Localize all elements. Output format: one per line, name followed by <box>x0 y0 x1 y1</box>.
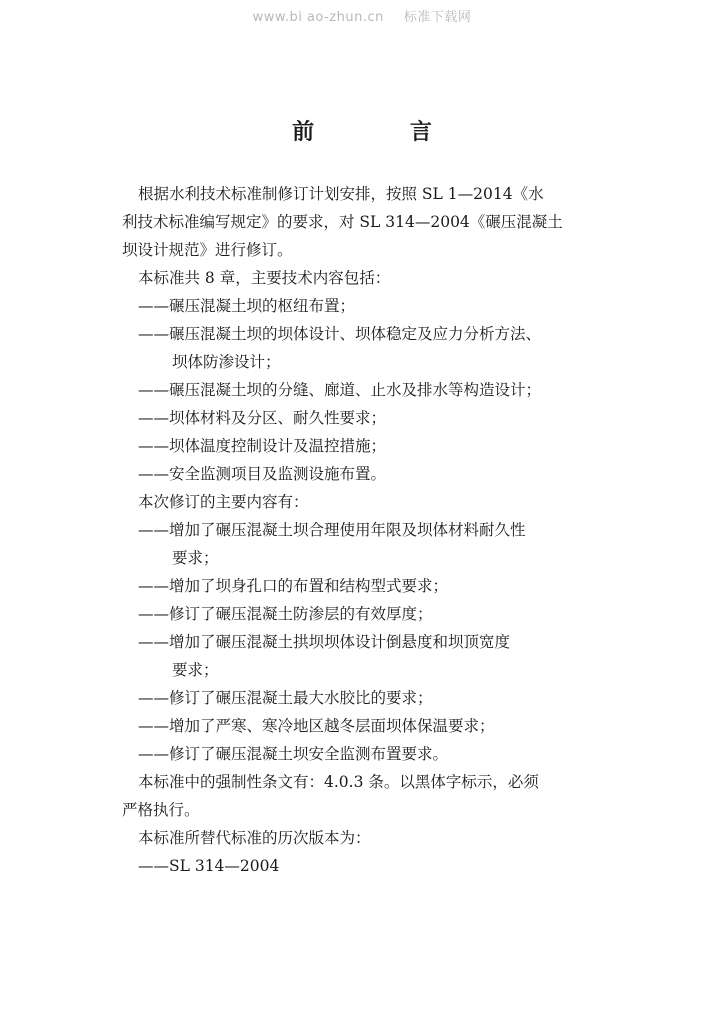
list-item: ——安全监测项目及监测设施布置。 <box>138 465 387 483</box>
paragraph-line: 根据水利技术标准制修订计划安排，按照 SL 1—2014《水 <box>138 185 544 203</box>
paragraph-line: 坝设计规范》进行修订。 <box>122 241 293 259</box>
list-item: ——增加了坝身孔口的布置和结构型式要求； <box>138 577 449 595</box>
watermark <box>0 6 724 25</box>
list-item: ——修订了碾压混凝土坝安全监测布置要求。 <box>138 745 449 763</box>
paragraph-line: 本标准所替代标准的历次版本为： <box>138 829 371 847</box>
list-item: ——碾压混凝土坝的坝体设计、坝体稳定及应力分析方法、 <box>138 325 542 343</box>
watermark-site: www.bi ao-zhun.cn <box>252 10 384 25</box>
list-item: ——坝体温度控制设计及温控措施； <box>138 437 387 455</box>
list-item: ——SL 314—2004 <box>138 857 280 875</box>
paragraph-line: 要求； <box>172 549 219 567</box>
paragraph-line: 本次修订的主要内容有： <box>138 493 309 511</box>
preface-body <box>122 180 618 880</box>
list-item: ——增加了严寒、寒冷地区越冬层面坝体保温要求； <box>138 717 495 735</box>
list-item: ——增加了碾压混凝土拱坝坝体设计倒悬度和坝顶宽度 <box>138 633 511 651</box>
list-item: ——修订了碾压混凝土最大水胶比的要求； <box>138 689 433 707</box>
list-item: ——增加了碾压混凝土坝合理使用年限及坝体材料耐久性 <box>138 521 526 539</box>
paragraph-line: 要求； <box>172 661 219 679</box>
paragraph-line: 本标准中的强制性条文有：4.0.3 条。以黑体字标示，必须 <box>138 773 539 791</box>
list-item: ——坝体材料及分区、耐久性要求； <box>138 409 387 427</box>
paragraph-line: 利技术标准编写规定》的要求，对 SL 314—2004《碾压混凝土 <box>122 213 563 231</box>
watermark-name: 标准下载网 <box>403 10 472 25</box>
list-item: ——碾压混凝土坝的枢纽布置； <box>138 297 356 315</box>
paragraph-line: 坝体防渗设计； <box>172 353 281 371</box>
paragraph-line: 本标准共 8 章，主要技术内容包括： <box>138 269 391 287</box>
page-title: 前 言 <box>292 120 476 145</box>
list-item: ——修订了碾压混凝土防渗层的有效厚度； <box>138 605 433 623</box>
paragraph-line: 严格执行。 <box>122 801 200 819</box>
list-item: ——碾压混凝土坝的分缝、廊道、止水及排水等构造设计； <box>138 381 542 399</box>
